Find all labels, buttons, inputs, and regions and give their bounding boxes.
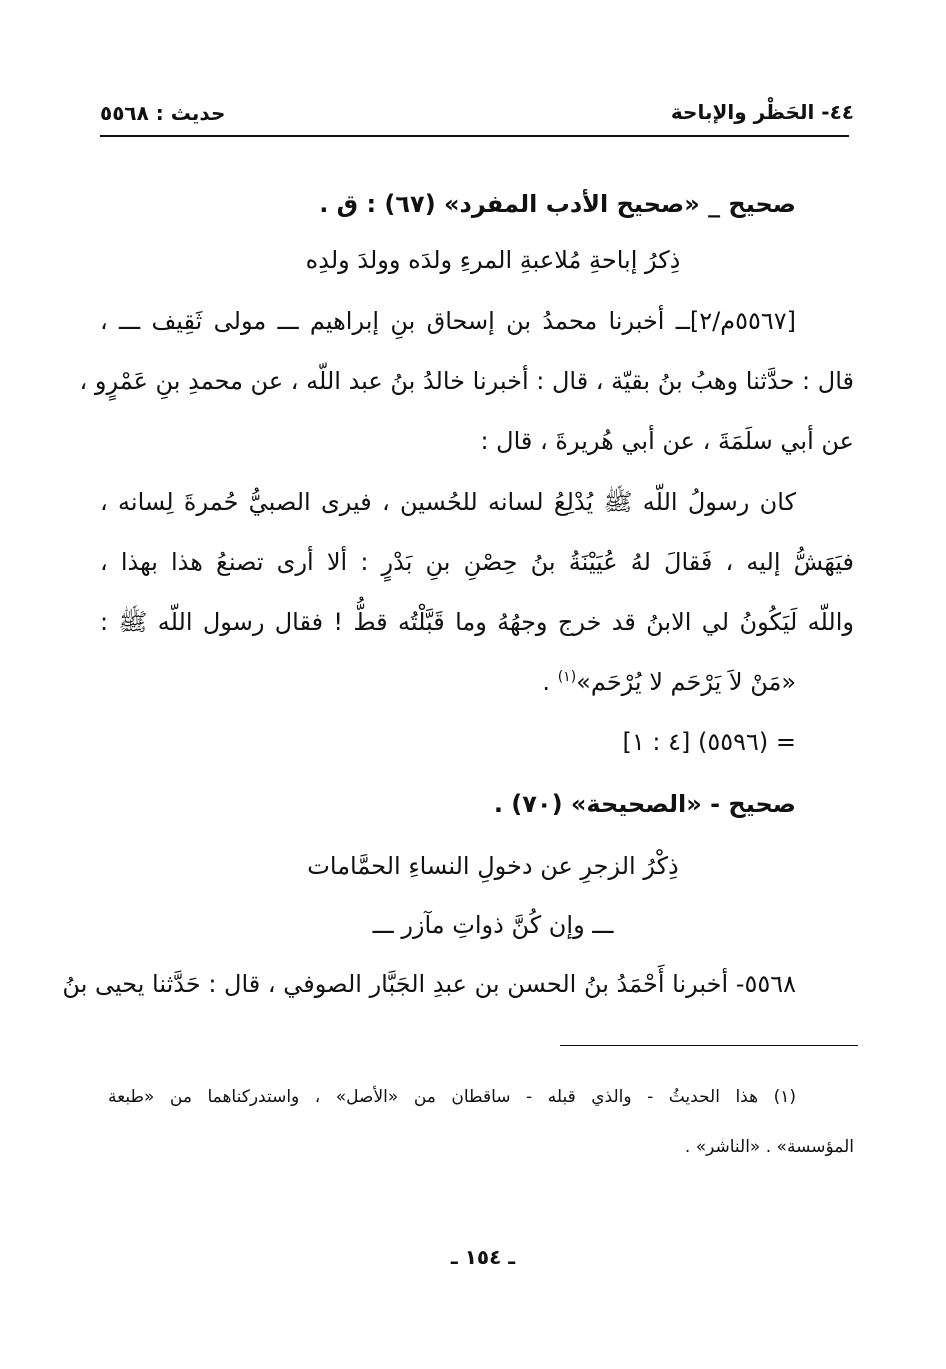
grading-line: صحيح _ «صحيح الأدب المفرد» (٦٧) : ق . [319,190,796,218]
hadith-isnad-line: ٥٥٦٨- أخبرنا أَحْمَدُ بنُ الحسن بن عبدِ الجَبَّار الصوفي ، قال : حَدَّثنا يحيى بنُ [62,970,796,998]
saying-end: . [542,668,558,696]
hadith-matn-line: واللّه لَيَكُونُ لي الابنُ قد خرج وجهُهُ وما قَبَّلْتُه قطُّ ! فقال رسول اللّه ﷺ : [100,608,854,636]
chapter-title: ٤٤- الحَظْر والإباحة [670,100,854,124]
hadith-matn-line: فيَهَشُّ إليه ، فَقالَ لهُ عُيَيْنَةُ بنُ حِصْنِ بنِ بَدْرٍ : ألا أرى تصنعُ هذا بهذا ، [100,548,854,576]
section-heading: ذِكرُ إباحةِ مُلاعبةِ المرءِ ولدَه وولدَ ولدِه [305,246,681,274]
footnote-marker: (١) [557,669,577,685]
cross-reference: = (٥٥٩٦) [٤ : ١] [622,728,796,756]
section-heading: ذِكْرُ الزجرِ عن دخولِ النساءِ الحمَّامات [307,852,679,880]
prophetic-saying [542,668,796,697]
hadith-isnad-line: عن أبي سلَمَةَ ، عن أبي هُريرةَ ، قال : [480,427,854,455]
footnote-text: المؤسسة» . «الناشر» . [684,1137,854,1157]
footnote-text: (١) هذا الحديثُ - والذي قبله - ساقطان من «الأصل» ، واستدركناهما من «طبعة [108,1087,796,1107]
footnote-rule [560,1045,858,1046]
hadith-isnad-line: [٥٥٦٧م/٢]ــ أخبرنا محمدُ بن إسحاق بنِ إبراهيم ـــ مولى ثَقِيف ـــ ، [100,307,796,335]
page-number: ـ ١٥٤ ـ [450,1245,516,1269]
hadith-reference: حديث : ٥٥٦٨ [100,101,226,125]
section-subheading: ـــ وإن كُنَّ ذواتِ مآزر ـــ [372,911,614,939]
grading-line: صحيح - «الصحيحة» (٧٠) . [493,790,796,818]
header-rule [100,135,849,137]
saying-text: «مَنْ لاَ يَرْحَم لا يُرْحَم» [576,668,796,696]
hadith-isnad-line: قال : حدَّثنا وهبُ بنُ بقيّة ، قال : أخبرنا خالدُ بنُ عبد اللّه ، عن محمدِ بنِ عَمْرٍو ، [79,367,854,395]
hadith-matn-line: كان رسولُ اللّه ﷺ يُدْلِعُ لسانه للحُسين ، فيرى الصبيُّ حُمرةَ لِسانه ، [100,488,796,516]
